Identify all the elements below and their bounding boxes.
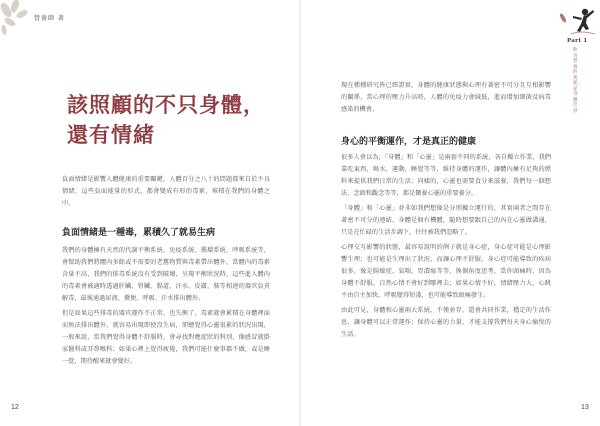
section-body bbox=[341, 152, 551, 341]
section-body bbox=[62, 245, 270, 368]
body-paragraph: 由此可見，身體和心靈兩大系統，不僅並存，還會共同作業，穩定的生活作息，讓身體可以正常運作；保持心靈的力量，才能支撐我們每天身心愉悅的生活。 bbox=[341, 307, 551, 338]
intro-paragraph: 現在種種研究皆已經證實，身體的健康狀態與心理有著密不可分且互相影響的關係，當心理的壓力升高時，人體的免疫力會減低，進而增加細菌及病毒感染的機會。 bbox=[341, 82, 551, 113]
yoga-figure-icon bbox=[551, 4, 597, 40]
chapter-title bbox=[67, 90, 267, 150]
body-paragraph: 但是如果這些排毒的器官運作不正常，也失衡了，毒素就會累積在身體裡面而無法排出體外，就容易出現即使沒生病，卻總覺得心靈很累的狀況出現，一般來說，當我們覺得身體不舒服時，會尋找對應症狀的科別，像感冒就掛家醫科或耳鼻喉科；如果心裡上覺得疲倦，我們可能什麼事都不做，或是睡一覺，期待醒來就會變好。 bbox=[62, 310, 270, 365]
running-head: 營養師 著 bbox=[34, 15, 65, 22]
page-number: 12 bbox=[11, 404, 19, 411]
part-subtitle: 飲食營養的奧秘，從身體出發 bbox=[573, 48, 582, 114]
body-paragraph: 我們的身體擁有天然的代謝平衡系統，免疫系統、循環系統、呼吸系統等，會幫助我們將體內多餘或不需要的老舊物質與毒素帶出體外，當體內的毒素含量不高，我們的排毒系統沒有受到破壞，呈現平衡狀況時，這些進入體內的毒素會被適時透過肝臟、腎臟、腸道、汗水、皮膚、肺等相連的器官負責解毒，最後通過尿液、糞便、呼吸、汗水排出體外。 bbox=[62, 247, 270, 302]
chapter-title-line-1: 該照顧的不只身體， bbox=[67, 92, 265, 117]
section-heading: 身心的平衡運作，才是真正的健康 bbox=[341, 137, 477, 147]
chapter-title-line-2: 還有情緒 bbox=[67, 122, 155, 147]
body-paragraph: 心理交互影響的狀態，最容易說明的例子就是身心症，身心症可能是心理影響生理；也可能是生理出了狀況，而讓心理不舒服，身心症可能導致的疾病很多，像是腸燥症、氣喘、胃潰瘍等等，換個角度思考，當你頭痛時，因為身體不舒服，自然心情不會好到哪裡去；如果心情不好，情緒壓力大，心跳不由自主加快，呼吸變得短淺，也可能導致頭痛發生。 bbox=[341, 244, 551, 299]
body-paragraph: 很多人會以為，「身體」和「心靈」是兩套不同的系統，各自獨立作業，我們靠吃東西，喝水，運動，睡覺等等，維持身體的運作，讓體內擁有足夠的燃料來提供我們日常的生活；同樣的，心靈也需要食分來滋養，我們每一個想法、念頭和觀念等等，都是餵養心靈的重要養分。 bbox=[341, 154, 551, 197]
intro-paragraph: 負面情緒是影響人體健康的重要關鍵，人體百分之八十的問題都來自於不良情緒，這些負面能量的形式，都會變成有形的毒素，堆積在我們的身體之中。 bbox=[62, 176, 270, 207]
part-label: Part 1 bbox=[567, 38, 588, 44]
body-paragraph: 「身體」和「心靈」並非如我們想像是分別獨立運行的，其實兩者之間存在著密不可分的連結，身體是個有機體，隨時想要跟自己的內在心靈做溝通，只是在忙碌的生活步調下，往往被我們忽略了。 bbox=[341, 205, 551, 236]
right-page bbox=[301, 0, 600, 426]
section-heading: 負面情緒是一種毒，累積久了就易生病 bbox=[62, 228, 216, 238]
page-number: 13 bbox=[581, 404, 589, 411]
